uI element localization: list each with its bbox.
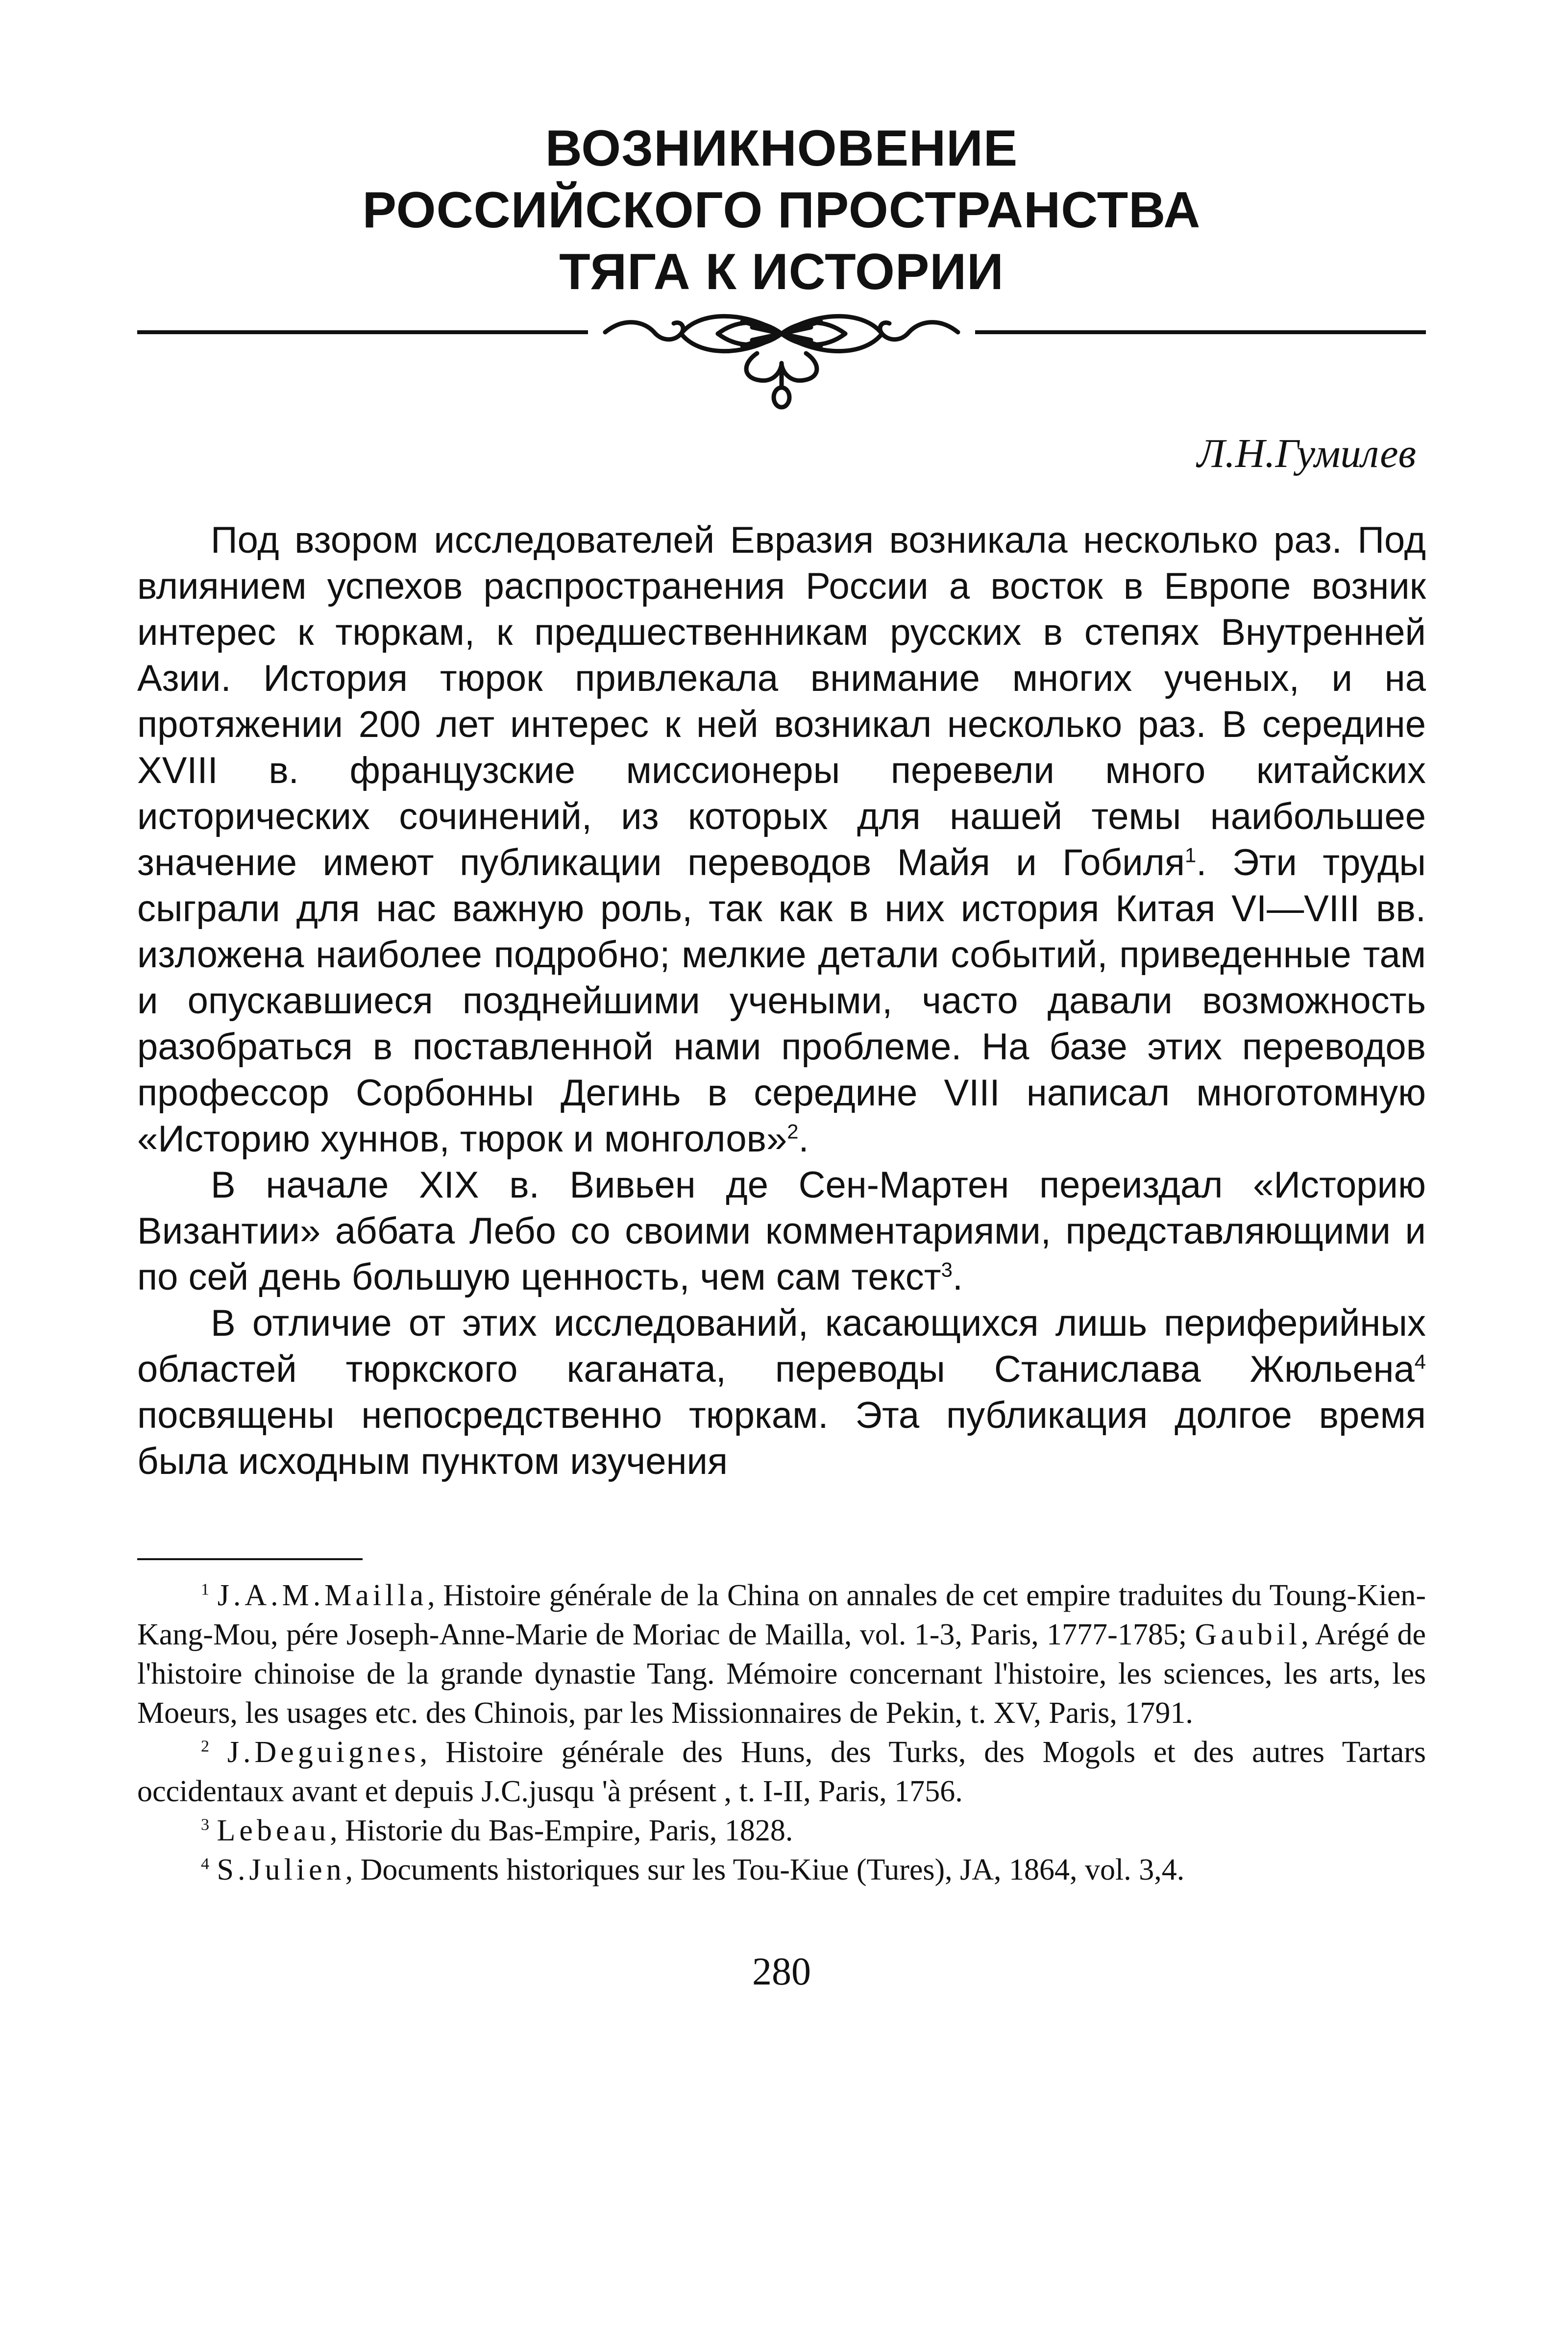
- paragraph-3-text-b: посвящены непосредственно тюркам. Эта публикация долгое время была исходным пунктом изучения: [137, 1395, 1426, 1482]
- title-line-2: РОССИЙСКОГО ПРОСТРАНСТВА: [362, 182, 1201, 239]
- footnote-number: 1: [201, 1580, 210, 1599]
- footnote-4: [137, 1850, 1426, 1889]
- footnote-2: [137, 1733, 1426, 1811]
- footnote-author-2: Gaubil: [1195, 1618, 1301, 1651]
- page: [137, 118, 1426, 1995]
- paragraph-2-text-b: .: [952, 1256, 963, 1298]
- footnote-text: , Histoire générale de la China on annales de cet empire traduites du Toung-Kien-Kang-Mou, pére Joseph-Anne-Marie de Moriac de Mailla, vol. 1-3, Paris, 1777-1785;: [137, 1579, 1426, 1651]
- title-line-3: ТЯГА К ИСТОРИИ: [559, 244, 1004, 300]
- footnote-text-2: , Arégé de l'histoire chinoise de la grande dynastie Tang. Mémoire concernant l'histoire, les sciences, les arts, les Moeurs, les usages etc. des Chinois, par les Missionnaires de Pekin, t. XV, Paris, 1791.: [137, 1618, 1426, 1730]
- footnote-author: Lebeau: [217, 1814, 330, 1847]
- footnote-ref-4[interactable]: 4: [1414, 1350, 1426, 1373]
- footnote-number: 4: [201, 1855, 210, 1873]
- ornament-rule-right: [975, 330, 1426, 334]
- footnote-author: J.Deguignes: [227, 1736, 420, 1769]
- footnote-number: 3: [201, 1815, 210, 1834]
- title-line-1: ВОЗНИКНОВЕНИЕ: [545, 120, 1018, 177]
- footnote-text: , Historie du Bas-Empire, Paris, 1828.: [329, 1814, 793, 1847]
- paragraph-2-text-a: В начале XIX в. Вивьен де Сен-Мартен переиздал «Историю Византии» аббата Лебо со своими комментариями, представляющими и по сей день большую ценность, чем сам текст: [137, 1164, 1426, 1298]
- article-author: Л.Н.Гумилев: [1197, 431, 1416, 476]
- paragraph-1-text-a: Под взором исследователей Евразия возникала несколько раз. Под влиянием успехов распространения России а восток в Европе возник интерес к тюркам, к предшественникам русских в степях Внутренней Азии. История тюрок привлекала внимание многих ученых, и на протяжении 200 лет интерес к ней возникал несколько раз. В середине XVIII в. французские миссионеры перевели много китайских исторических сочинений, из которых для нашей темы наибольшее значение имеют публикации переводов Майя и Гобиля: [137, 519, 1426, 883]
- footnote-1: [137, 1576, 1426, 1733]
- article-title: [137, 118, 1426, 303]
- footnote-text: , Documents historiques sur les Tou-Kiue (Tures), JA, 1864, vol. 3,4.: [345, 1853, 1185, 1886]
- footnote-ref-1[interactable]: 1: [1185, 843, 1197, 867]
- ornament-rule-left: [137, 330, 588, 334]
- footnotes: [137, 1576, 1426, 1889]
- flourish-ornament-icon: [595, 307, 968, 410]
- paragraph-2: [137, 1162, 1426, 1300]
- footnote-ref-2[interactable]: 2: [787, 1120, 799, 1143]
- paragraph-1-text-c: .: [798, 1118, 809, 1160]
- footnote-3: [137, 1811, 1426, 1850]
- footnote-number: 2: [201, 1737, 210, 1756]
- paragraph-1: [137, 517, 1426, 1162]
- footnote-text: , Histoire générale des Huns, des Turks, des Mogols et des autres Tartars occidentaux avant et depuis J.C.jusqu 'à présent , t. I-II, Paris, 1756.: [137, 1736, 1426, 1808]
- footnote-author: S.Julien: [217, 1853, 345, 1886]
- footnote-divider: [137, 1558, 363, 1560]
- paragraph-3-text-a: В отличие от этих исследований, касающихся лишь периферийных областей тюркского каганата, переводы Станислава Жюльена: [137, 1302, 1426, 1390]
- paragraph-1-text-b: . Эти труды сыграли для нас важную роль, так как в них история Китая VI—VIII вв. изложена наиболее подробно; мелкие детали событий, приведенные там и опускавшиеся позднейшими учеными, часто давали возможность разобраться в поставленной нами проблеме. На базе этих переводов профессор Сорбонны Дегинь в середине VIII написал многотомную «Историю хуннов, тюрок и монголов»: [137, 842, 1426, 1160]
- footnote-ref-3[interactable]: 3: [941, 1258, 953, 1281]
- page-number: 280: [752, 1950, 811, 1993]
- title-ornament-row: [137, 307, 1426, 410]
- article-body: [137, 517, 1426, 1485]
- footnote-author: J.A.M.Mailla: [217, 1579, 428, 1612]
- paragraph-3: [137, 1300, 1426, 1485]
